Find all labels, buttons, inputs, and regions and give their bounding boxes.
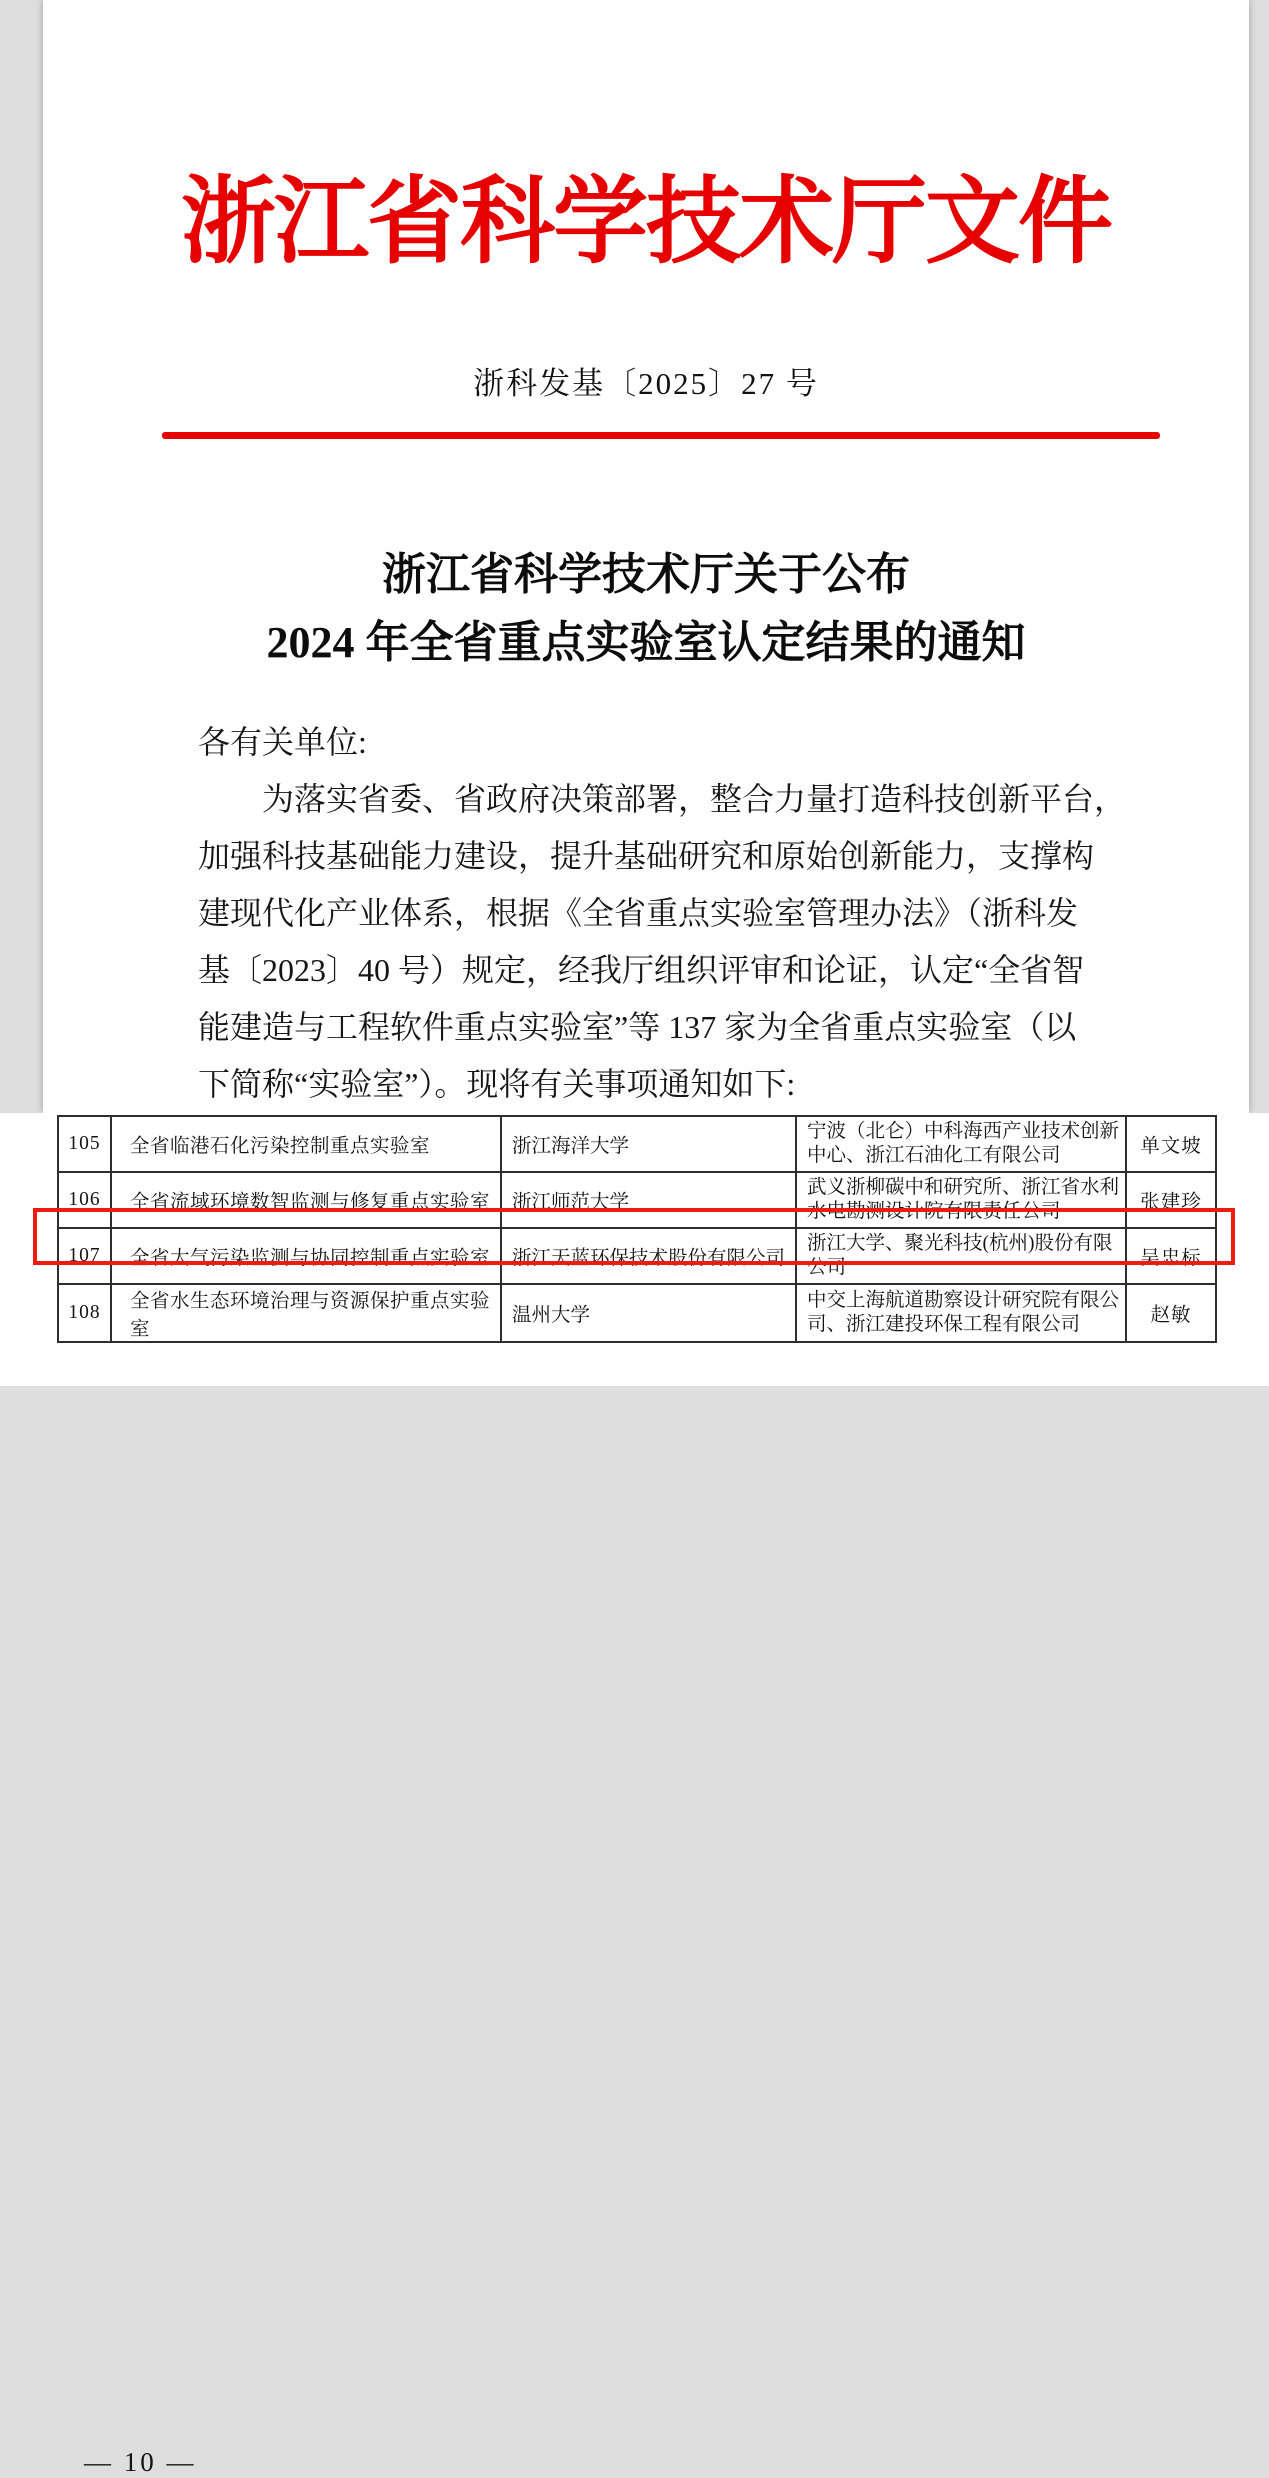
table-row: [58, 1172, 1216, 1228]
cell-lab-name: 全省大气污染监测与协同控制重点实验室: [111, 1228, 501, 1284]
red-separator-line: [162, 432, 1160, 439]
cell-partner-orgs: 武义浙柳碳中和研究所、浙江省水利水电勘测设计院有限责任公司: [796, 1172, 1126, 1228]
cell-index: 105: [58, 1116, 111, 1172]
table-section: [0, 1113, 1269, 2477]
cell-host-org: 温州大学: [501, 1284, 796, 1342]
cell-index: 107: [58, 1228, 111, 1284]
cell-partner-orgs: 宁波（北仑）中科海西产业技术创新中心、浙江石油化工有限公司: [796, 1116, 1126, 1172]
body-line: 下简称“实验室”）。现将有关事项通知如下:: [198, 1066, 796, 1102]
document-number: 浙科发基〔2025〕27 号: [473, 366, 819, 401]
body-line: 为落实省委、省政府决策部署，整合力量打造科技创新平台，: [262, 781, 1127, 817]
table-row: [58, 1116, 1216, 1172]
document-header-title: 浙江省科学技术厅文件: [180, 169, 1111, 275]
cell-index: 106: [58, 1172, 111, 1228]
cell-lab-name: 全省流域环境数智监测与修复重点实验室: [111, 1172, 501, 1228]
notice-title-line1: 浙江省科学技术厅关于公布: [382, 550, 910, 599]
cell-director: 张建珍: [1126, 1172, 1216, 1228]
document-body: [198, 714, 1198, 1113]
cell-director: 吴忠标: [1126, 1228, 1216, 1284]
cell-director: 单文坡: [1126, 1116, 1216, 1172]
cell-lab-name: 全省水生态环境治理与资源保护重点实验室: [111, 1284, 501, 1342]
table-row-highlighted: [58, 1228, 1216, 1284]
results-table: [57, 1115, 1217, 1343]
cell-index: 108: [58, 1284, 111, 1342]
body-line: 能建造与工程软件重点实验室”等 137 家为全省重点实验室（以: [198, 1009, 1077, 1045]
cell-director: 赵敏: [1126, 1284, 1216, 1342]
cell-partner-orgs: 中交上海航道勘察设计研究院有限公司、浙江建投环保工程有限公司: [796, 1284, 1126, 1342]
salutation: 各有关单位:: [198, 724, 367, 760]
page-number: — 10 —: [84, 2447, 197, 2477]
cell-host-org: 浙江海洋大学: [501, 1116, 796, 1172]
body-line: 基〔2023〕40 号）规定，经我厅组织评审和论证，认定“全省智: [198, 952, 1085, 988]
document-page: [43, 0, 1249, 1113]
cell-host-org: 浙江天蓝环保技术股份有限公司: [501, 1228, 796, 1284]
body-line: 建现代化产业体系，根据《全省重点实验室管理办法》（浙科发: [198, 895, 1079, 931]
table-row: [58, 1284, 1216, 1342]
notice-title-line2: 2024 年全省重点实验室认定结果的通知: [266, 618, 1026, 667]
cell-host-org: 浙江师范大学: [501, 1172, 796, 1228]
cell-lab-name: 全省临港石化污染控制重点实验室: [111, 1116, 501, 1172]
body-line: 加强科技基础能力建设，提升基础研究和原始创新能力，支撑构: [198, 838, 1095, 874]
cell-partner-orgs: 浙江大学、聚光科技(杭州)股份有限公司: [796, 1228, 1126, 1284]
